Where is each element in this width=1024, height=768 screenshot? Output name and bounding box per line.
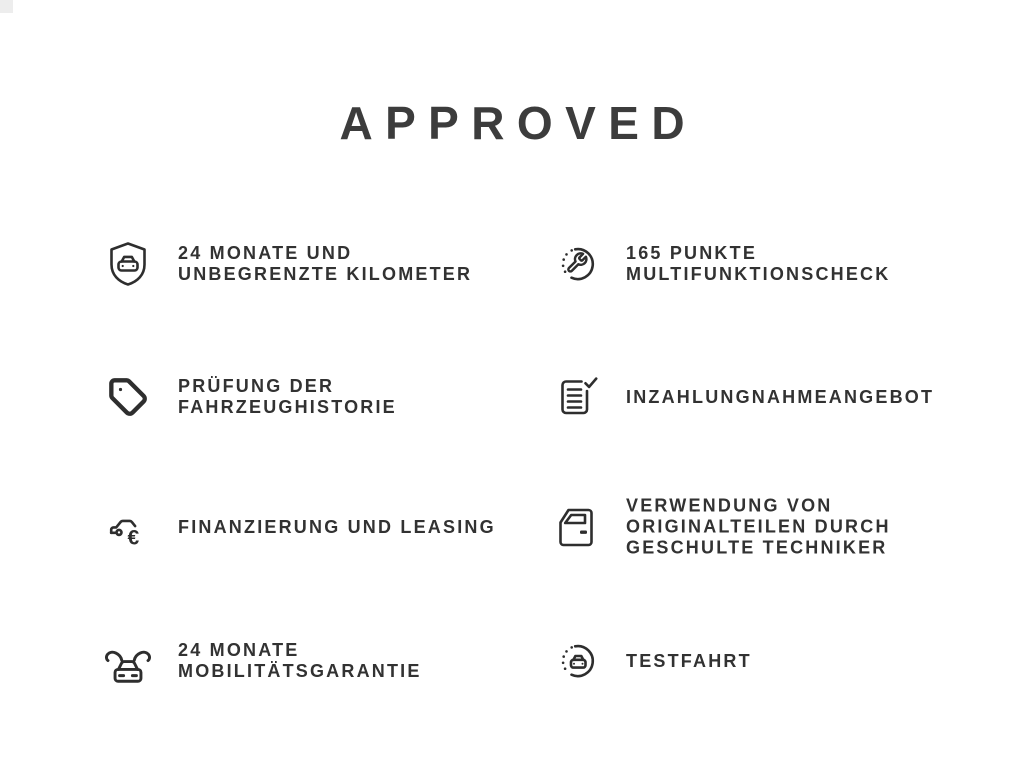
benefit-label: INZAHLUNGNAHMEANGEBOT	[626, 386, 935, 407]
benefit-multicheck	[552, 240, 890, 288]
benefit-warranty	[104, 240, 472, 288]
benefit-label: FINANZIERUNG UND LEASING	[178, 516, 496, 537]
svg-text:€: €	[127, 526, 140, 550]
benefit-testdrive	[552, 637, 752, 685]
wrench-check-icon	[552, 240, 600, 288]
benefit-original-parts	[552, 496, 891, 559]
benefit-label: 165 PUNKTE MULTIFUNKTIONSCHECK	[626, 243, 891, 284]
car-euro-icon	[104, 503, 152, 551]
shield-car-icon	[104, 240, 152, 288]
car-testdrive-icon	[552, 637, 600, 685]
benefit-tradein	[552, 373, 934, 421]
car-assistance-icon	[99, 634, 157, 688]
document-check-icon	[552, 373, 600, 421]
benefit-label: PRÜFUNG DER FAHRZEUGHISTORIE	[178, 376, 397, 417]
benefit-label: 24 MONATE UND UNBEGRENZTE KILOMETER	[178, 243, 473, 284]
benefit-label: 24 MONATE MOBILITÄTSGARANTIE	[178, 640, 422, 681]
benefit-financing	[104, 503, 496, 551]
price-tag-icon	[104, 373, 152, 421]
benefit-history	[104, 373, 397, 421]
benefit-label: VERWENDUNG VON ORIGINALTEILEN DURCH GESCHULTE TECHNIKER	[626, 495, 891, 558]
corner-artifact	[0, 0, 13, 13]
benefit-label: TESTFAHRT	[626, 650, 752, 671]
page-title: APPROVED	[339, 97, 697, 149]
benefit-mobility	[104, 634, 422, 688]
car-door-icon	[552, 503, 600, 551]
